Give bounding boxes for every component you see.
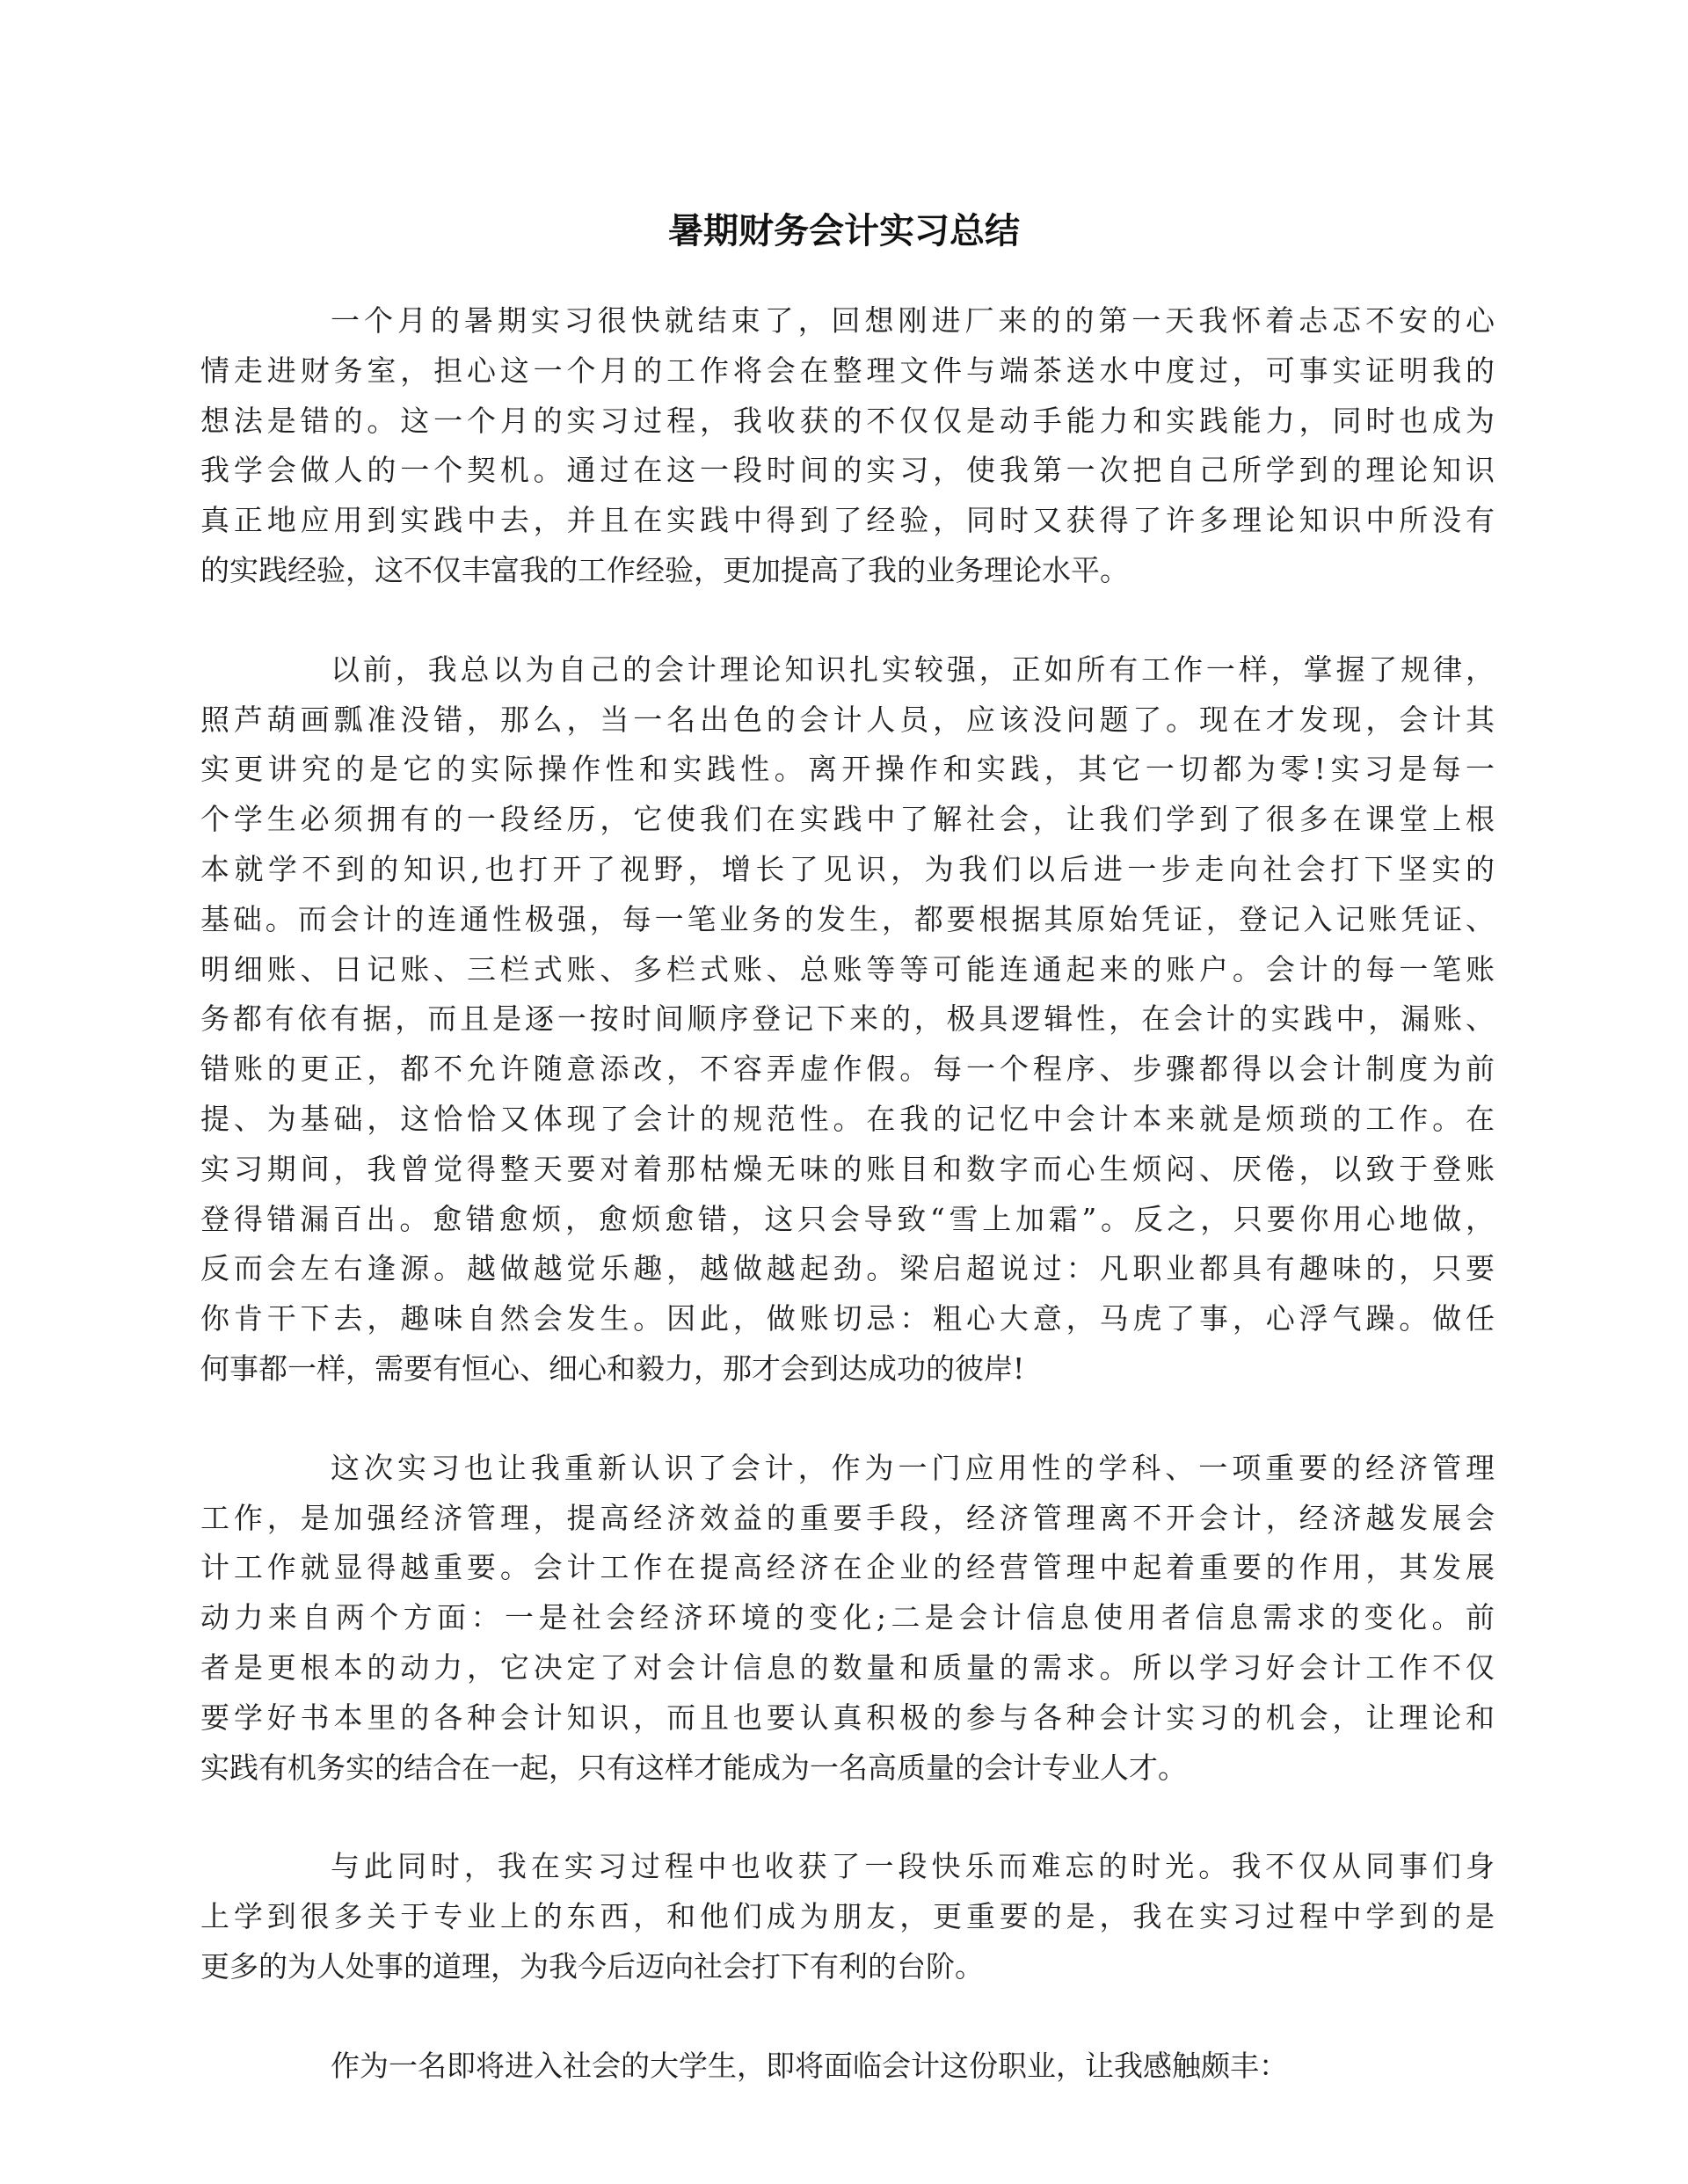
text-line: 情走进财务室，担心这一个月的工作将会在整理文件与端茶送水中度过，可事实证明我的: [200, 353, 1495, 388]
text-line: 者是更根本的动力，它决定了对会计信息的数量和质量的需求。所以学习好会计工作不仅: [200, 1649, 1495, 1685]
paragraph-3: [200, 1444, 1502, 1794]
text-line: 提、为基础，这恰恰又体现了会计的规范性。在我的记忆中会计本来就是烦琐的工作。在: [200, 1101, 1495, 1136]
paragraph-4: [200, 1842, 1502, 1991]
text-line: 个学生必须拥有的一段经历，它使我们在实践中了解社会，让我们学到了很多在课堂上根: [200, 802, 1495, 837]
text-line: 错账的更正，都不允许随意添改，不容弄虚作假。每一个程序、步骤都得以会计制度为前: [200, 1052, 1495, 1087]
text-line: 以前，我总以为自己的会计理论知识扎实较强，正如所有工作一样，掌握了规律，: [331, 652, 1495, 687]
text-line: 你肯干下去，趣味自然会发生。因此，做账切忌：粗心大意，马虎了事，心浮气躁。做任: [200, 1301, 1495, 1336]
text-line: 作为一名即将进入社会的大学生，即将面临会计这份职业，让我感触颇丰：: [331, 2048, 1288, 2083]
text-line: 这次实习也让我重新认识了会计，作为一门应用性的学科、一项重要的经济管理: [331, 1450, 1495, 1485]
text-line: 登得错漏百出。愈错愈烦，愈烦愈错，这只会导致“雪上加霜”。反之，只要你用心地做，: [200, 1201, 1495, 1236]
text-line: 想法是错的。这一个月的实习过程，我收获的不仅仅是动手能力和实践能力，同时也成为: [200, 403, 1495, 438]
text-line: 照芦葫画瓢准没错，那么，当一名出色的会计人员，应该没问题了。现在才发现，会计其: [200, 702, 1495, 737]
text-line: 工作，是加强经济管理，提高经济效益的重要手段，经济管理离不开会计，经济越发展会: [200, 1500, 1495, 1535]
text-line: 务都有依有据，而且是逐一按时间顺序登记下来的，极具逻辑性，在会计的实践中，漏账、: [200, 1001, 1495, 1037]
document-body: [200, 296, 1502, 2141]
text-line: 基础。而会计的连通性极强，每一笔业务的发生，都要根据其原始凭证，登记入记账凭证、: [200, 901, 1495, 936]
text-line: 一个月的暑期实习很快就结束了，回想刚进厂来的的第一天我怀着忐忑不安的心: [331, 303, 1495, 338]
document-title: 暑期财务会计实习总结: [668, 211, 1020, 251]
text-line: 真正地应用到实践中去，并且在实践中得到了经验，同时又获得了许多理论知识中所没有: [200, 503, 1495, 538]
text-line: 要学好书本里的各种会计知识，而且也要认真积极的参与各种会计实习的机会，让理论和: [200, 1700, 1495, 1735]
text-line: 反而会左右逢源。越做越觉乐趣，越做越起劲。梁启超说过：凡职业都具有趣味的，只要: [200, 1251, 1495, 1286]
text-line: 实践有机务实的结合在一起，只有这样才能成为一名高质量的会计专业人才。: [200, 1750, 1187, 1785]
paragraph-2: [200, 645, 1502, 1394]
text-line: 上学到很多关于专业上的东西，和他们成为朋友，更重要的是，我在实习过程中学到的是: [200, 1899, 1495, 1934]
text-line: 何事都一样，需要有恒心、细心和毅力，那才会到达成功的彼岸!: [200, 1350, 1025, 1386]
text-line: 动力来自两个方面：一是社会经济环境的变化;二是会计信息使用者信息需求的变化。前: [200, 1600, 1495, 1635]
text-line: 与此同时，我在实习过程中也收获了一段快乐而难忘的时光。我不仅从同事们身: [331, 1849, 1495, 1884]
text-line: 实习期间，我曾觉得整天要对着那枯燥无味的账目和数字而心生烦闷、厌倦，以致于登账: [200, 1151, 1495, 1186]
text-line: 明细账、日记账、三栏式账、多栏式账、总账等等可能连通起来的账户。会计的每一笔账: [200, 951, 1495, 986]
paragraph-1: [200, 296, 1502, 596]
text-line: 计工作就显得越重要。会计工作在提高经济在企业的经营管理中起着重要的作用，其发展: [200, 1550, 1495, 1585]
text-line: 更多的为人处事的道理，为我今后迈向社会打下有利的台阶。: [200, 1948, 984, 1984]
paragraph-5: [200, 2042, 1502, 2092]
text-line: 本就学不到的知识,也打开了视野，增长了见识，为我们以后进一步走向社会打下坚实的: [200, 851, 1495, 886]
text-line: 我学会做人的一个契机。通过在这一段时间的实习，使我第一次把自己所学到的理论知识: [200, 453, 1495, 488]
text-line: 的实践经验，这不仅丰富我的工作经验，更加提高了我的业务理论水平。: [200, 552, 1129, 587]
text-line: 实更讲究的是它的实际操作性和实践性。离开操作和实践，其它一切都为零!实习是每一: [200, 752, 1495, 787]
